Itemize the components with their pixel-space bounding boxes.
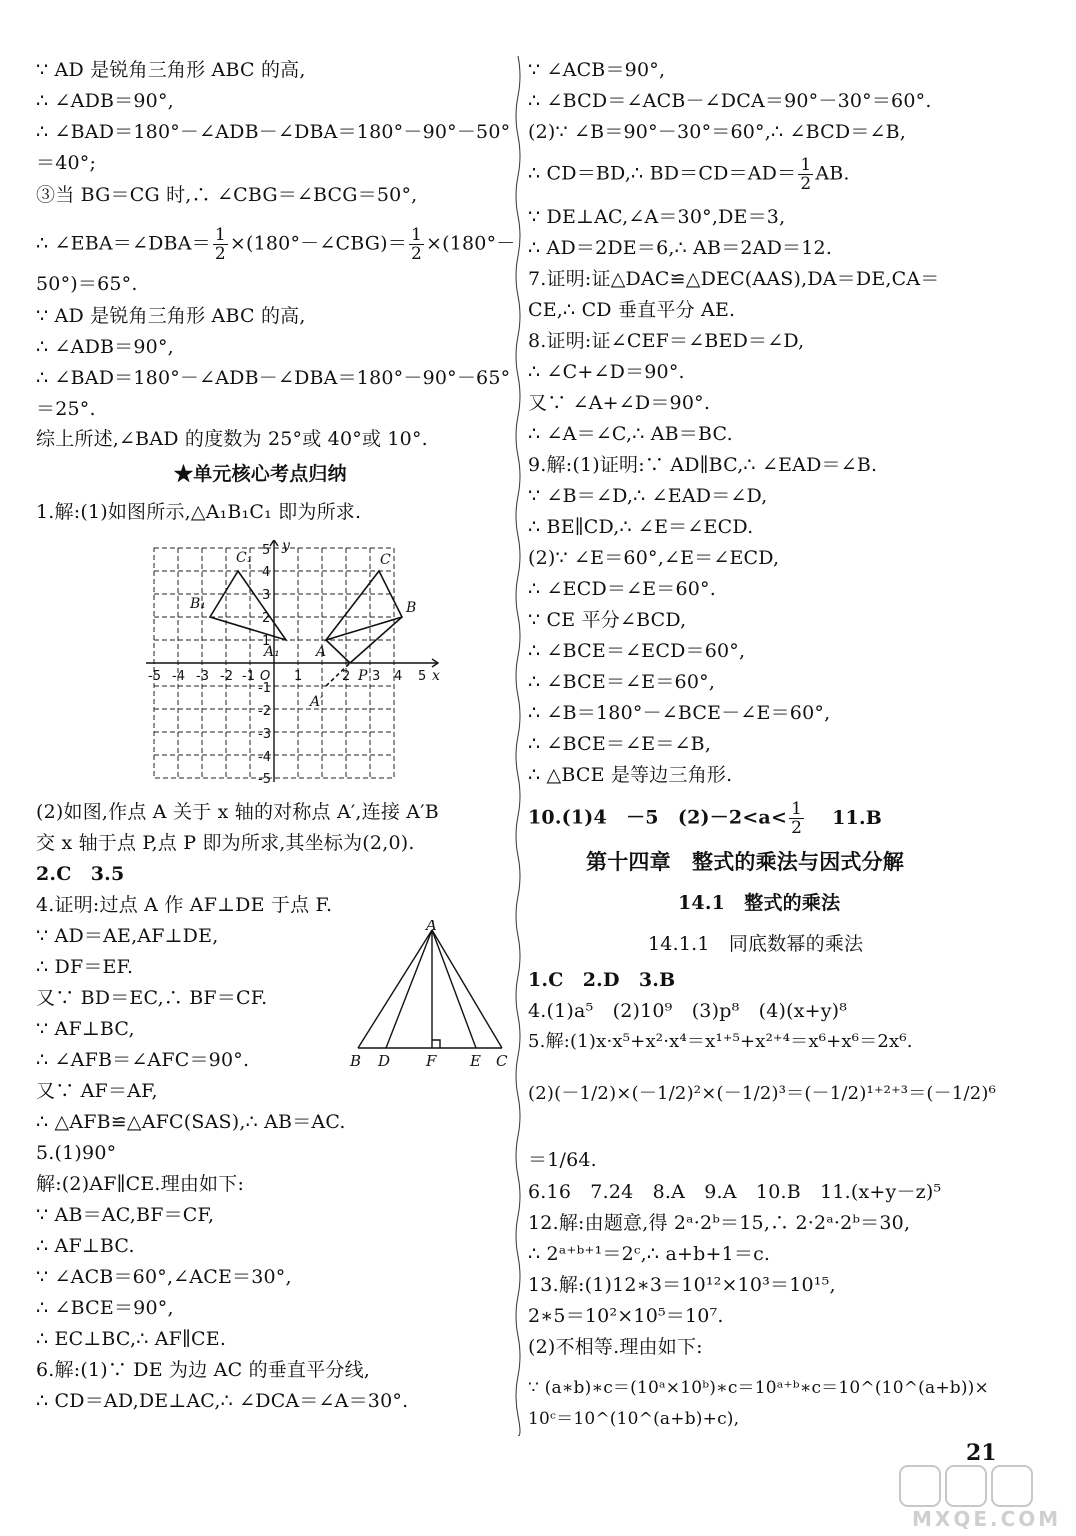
text-line: 1.解:(1)如图所示,△A₁B₁C₁ 即为所求. [36,501,362,523]
x-tick: 2 [342,669,351,684]
text-line: ∴ ∠ECD＝∠E＝60°. [528,578,716,600]
text-line: 综上所述,∠BAD 的度数为 25°或 40°或 10°. [36,428,428,450]
text-line: ∵ (a∗b)∗c＝(10ᵃ×10ᵇ)∗c＝10ᵃ⁺ᵇ∗c＝10^(10^(a+b))× [528,1378,989,1398]
text-line: ∴ ∠BAD＝180°－∠ADB－∠DBA＝180°－90°－50° [36,121,511,143]
text-line: ∴ BE∥CD,∴ ∠E＝∠ECD. [528,516,754,538]
text-line: ∴ △BCE 是等边三角形. [528,764,733,786]
x-tick: 3 [372,669,381,684]
y-tick: 4 [262,565,271,580]
origin-label: O [260,669,271,684]
fraction [213,226,228,263]
y-tick: -1 [258,681,271,696]
point-label: P [358,668,368,684]
section-heading: ★单元核心考点归纳 [174,463,347,485]
text-line: ∴ ∠A＝∠C,∴ AB＝BC. [528,423,733,445]
text-line: ＝40°; [36,152,97,174]
section-title: 14.1 整式的乘法 [678,892,841,914]
x-tick: -1 [242,669,255,684]
coordinate-grid-figure [144,540,444,788]
point-label: A [316,644,327,660]
point-label: C [380,552,391,568]
text-line: 8.证明:证∠CEF＝∠BED＝∠D, [528,330,805,352]
denominator: 2 [410,244,422,264]
text-line: 50°)＝65°. [36,273,138,295]
text-line: ∵ AD＝AE,AF⊥DE, [36,925,219,947]
y-tick: 2 [262,611,271,626]
text-line: ∴ ∠BCD＝∠ACB－∠DCA＝90°－30°＝60°. [528,90,932,112]
axis-label-x: x [432,668,440,684]
text-line: (2)∵ ∠E＝60°,∠E＝∠ECD, [528,547,780,569]
text-line: ③当 BG＝CG 时,∴ ∠CBG＝∠BCG＝50°, [36,184,418,206]
text-line: (2)∵ ∠B＝90°－30°＝60°,∴ ∠BCD＝∠B, [528,121,907,143]
text-segment: ∴ CD＝BD,∴ BD＝CD＝AD＝ [528,162,797,185]
text-line: ∵ AD 是锐角三角形 ABC 的高, [36,305,306,327]
text-line: ∴ ∠BAD＝180°－∠ADB－∠DBA＝180°－90°－65° [36,367,511,389]
text-line: CE,∴ CD 垂直平分 AE. [528,299,736,321]
svg-text:MXQE.COM: MXQE.COM [912,1507,1062,1531]
numerator: 1 [410,225,422,245]
chapter-title: 第十四章 整式的乘法与因式分解 [586,849,904,874]
x-tick: 4 [394,669,403,684]
text-line: 6.解:(1)∵ DE 为边 AC 的垂直平分线, [36,1359,371,1381]
x-tick: -2 [220,669,233,684]
x-tick: 1 [294,669,303,684]
text-line: ∴ ∠BCE＝90°, [36,1297,174,1319]
text-line: ∴ CD＝AD,DE⊥AC,∴ ∠DCA＝∠A＝30°. [36,1390,409,1412]
text-line: 7.证明:证△DAC≌△DEC(AAS),DA＝DE,CA＝ [528,268,940,290]
text-line: ∴ ∠C+∠D＝90°. [528,361,685,383]
axis-label-y: y [282,540,290,554]
numerator: 1 [800,155,812,175]
text-line: 12.解:由题意,得 2ᵃ·2ᵇ＝15,∴ 2·2ᵃ·2ᵇ＝30, [528,1212,911,1234]
text-line: ∵ ∠B＝∠D,∴ ∠EAD＝∠D, [528,485,768,507]
y-tick: 1 [262,634,271,649]
text-line: ∴ ∠BCE＝∠E＝∠B, [528,733,712,755]
y-tick: 5 [262,543,271,558]
text-segment: ×(180°－∠CBG)＝ [229,232,407,255]
text-line: ＝25°. [36,398,96,420]
text-line: ∴ AF⊥BC. [36,1235,135,1257]
numerator: 1 [214,225,226,245]
numerator: 1 [791,799,803,819]
y-tick: -2 [258,704,271,719]
text-segment: ∴ ∠EBA＝∠DBA＝ [36,232,211,255]
column-divider [514,56,522,1436]
denominator: 2 [791,818,803,838]
watermark-logo [896,1462,1066,1532]
text-line: (2)不相等.理由如下: [528,1336,703,1358]
text-line: 4.(1)a⁵ (2)10⁹ (3)p⁸ (4)(x+y)⁸ [528,1000,848,1022]
page-number: 21 [966,1440,997,1466]
text-segment: AB. [815,162,850,185]
text-line: 6.16 7.24 8.A 9.A 10.B 11.(x+y－z)⁵ [528,1181,942,1203]
text-line: 解:(2)AF∥CE.理由如下: [36,1173,245,1195]
x-tick: -4 [172,669,185,684]
text-line: 又∵ BD＝EC,∴ BF＝CF. [36,987,268,1009]
text-line: 9.解:(1)证明:∵ AD∥BC,∴ ∠EAD＝∠B. [528,454,878,476]
x-tick: -3 [196,669,209,684]
y-tick: 3 [262,588,271,603]
fraction [789,800,804,837]
text-line: 5.解:(1)x·x⁵+x²·x⁴＝x¹⁺⁵+x²⁺⁴＝x⁶+x⁶＝2x⁶. [528,1031,913,1052]
vertex-label: E [470,1052,481,1070]
text-line: ∴ △AFB≌△AFC(SAS),∴ AB＝AC. [36,1111,346,1133]
equation-line [528,156,850,193]
vertex-label: B [350,1052,362,1070]
text-line: 10ᶜ＝10^(10^(a+b)+c), [528,1409,740,1429]
text-line: ∵ AD 是锐角三角形 ABC 的高, [36,59,306,81]
x-tick: -5 [148,669,161,684]
text-segment: 11.B [832,806,883,829]
text-line: 交 x 轴于点 P,点 P 即为所求,其坐标为(2,0). [36,832,415,854]
text-line: 1.C 2.D 3.B [528,969,676,991]
vertex-label: F [426,1052,437,1070]
text-line: ∴ 2ᵃ⁺ᵇ⁺¹＝2ᶜ,∴ a+b+1＝c. [528,1243,771,1265]
point-label: C₁ [236,550,253,566]
subsection-title: 14.1.1 同底数幂的乘法 [648,933,864,955]
text-line: 2∗5＝10²×10⁵＝10⁷. [528,1305,724,1327]
text-line: 13.解:(1)12∗3＝10¹²×10³＝10¹⁵, [528,1274,836,1296]
text-line: ∴ ∠BCE＝∠ECD＝60°, [528,640,746,662]
text-line: 2.C 3.5 [36,863,125,885]
denominator: 2 [800,174,812,194]
text-line: ∴ ∠BCE＝∠E＝60°, [528,671,716,693]
text-line: ∵ AB＝AC,BF＝CF, [36,1204,215,1226]
text-line: 又∵ AF＝AF, [36,1080,158,1102]
point-label: A₁ [264,644,280,660]
point-label: B [406,600,417,616]
text-line: ∴ ∠ADB＝90°, [36,336,174,358]
fraction [798,156,813,193]
vertex-label: D [378,1052,391,1070]
text-line: (2)如图,作点 A 关于 x 轴的对称点 A′,连接 A′B [36,801,439,823]
point-label: A′ [310,694,324,710]
text-line: ∴ AD＝2DE＝6,∴ AB＝2AD＝12. [528,237,833,259]
denominator: 2 [214,244,226,264]
vertex-label: C [496,1052,508,1070]
fraction [409,226,424,263]
text-line: ∴ ∠AFB＝∠AFC＝90°. [36,1049,250,1071]
text-line: 又∵ ∠A+∠D＝90°. [528,392,711,414]
text-line: ∴ ∠ADB＝90°, [36,90,174,112]
vertex-label: A [426,920,437,934]
text-line: (2)(－1/2)×(－1/2)²×(－1/2)³＝(－1/2)¹⁺²⁺³＝(－1/2)⁶ [528,1083,997,1104]
text-line: ∵ AF⊥BC, [36,1018,135,1040]
equation-line [36,226,515,263]
y-tick: -3 [258,727,271,742]
y-tick: -4 [258,750,271,765]
text-line: 5.(1)90° [36,1142,117,1164]
point-label: B₁ [190,596,206,612]
text-line: ∵ DE⊥AC,∠A＝30°,DE＝3, [528,206,786,228]
text-line: ∵ ∠ACB＝90°, [528,59,666,81]
text-line: ∴ EC⊥BC,∴ AF∥CE. [36,1328,227,1350]
y-tick: -5 [258,772,271,787]
text-line: ∵ CE 平分∠BCD, [528,609,687,631]
text-line: ＝1/64. [528,1149,597,1171]
text-line: ∴ ∠B＝180°－∠BCE－∠E＝60°, [528,702,831,724]
text-segment: 10.(1)4 －5 (2)－2<a< [528,806,788,829]
triangle-figure [346,920,516,1070]
text-segment: ×(180°－ [425,232,516,255]
text-line: ∴ DF＝EF. [36,956,134,978]
text-line: ∵ ∠ACB＝60°,∠ACE＝30°, [36,1266,292,1288]
equation-line [528,800,882,837]
x-tick: 5 [418,669,427,684]
text-line: 4.证明:过点 A 作 AF⊥DE 于点 F. [36,894,333,916]
